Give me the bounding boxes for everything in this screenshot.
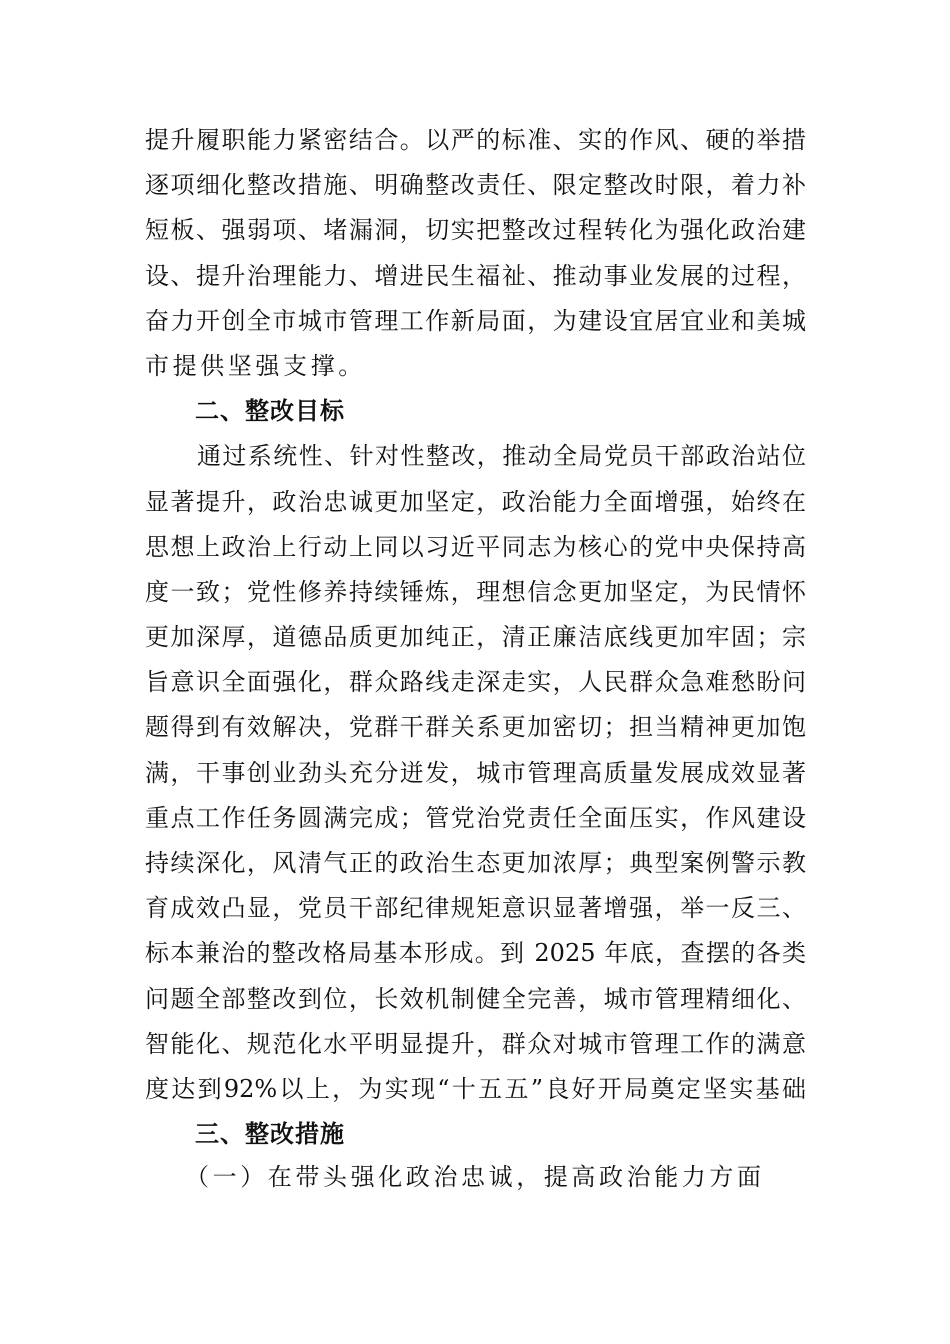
- paragraph-line: 逐项细化整改措施、明确整改责任、限定整改时限，着力补: [145, 171, 806, 200]
- paragraph-line: 市提供坚强支撑。: [145, 351, 366, 380]
- document-page: [145, 118, 806, 1201]
- section-heading-measures: 三、整改措施: [195, 1120, 345, 1149]
- paragraph-line: 度一致；党性修养持续锤炼，理想信念更加坚定，为民情怀: [145, 577, 806, 606]
- paragraph-line: 显著提升，政治忠诚更加坚定，政治能力全面增强，始终在: [145, 487, 806, 516]
- paragraph-line: 题得到有效解决，党群干群关系更加密切；担当精神更加饱: [145, 713, 806, 742]
- subsection-heading: （一）在带头强化政治忠诚，提高政治能力方面: [185, 1163, 765, 1192]
- paragraph-line: 奋力开创全市城市管理工作新局面，为建设宜居宜业和美城: [145, 306, 806, 335]
- paragraph-line: 思想上政治上行动上同以习近平同志为核心的党中央保持高: [145, 532, 806, 561]
- paragraph-line: 更加深厚，道德品质更加纯正，清正廉洁底线更加牢固；宗: [145, 623, 806, 652]
- paragraph-line: 通过系统性、针对性整改，推动全局党员干部政治站位: [197, 442, 806, 471]
- paragraph-line: 度达到92%以上，为实现“十五五”良好开局奠定坚实基础: [145, 1074, 806, 1103]
- paragraph-line: 问题全部整改到位，长效机制健全完善，城市管理精细化、: [145, 984, 806, 1013]
- paragraph-line: 育成效凸显，党员干部纪律规矩意识显著增强，举一反三、: [145, 894, 806, 923]
- paragraph-line: 重点工作任务圆满完成；管党治党责任全面压实，作风建设: [145, 803, 806, 832]
- paragraph-line: 满，干事创业劲头充分迸发，城市管理高质量发展成效显著: [145, 758, 806, 787]
- paragraph-line: 智能化、规范化水平明显提升，群众对城市管理工作的满意: [145, 1029, 806, 1058]
- section-heading-goals: 二、整改目标: [195, 397, 345, 426]
- paragraph-line: 设、提升治理能力、增进民生福祉、推动事业发展的过程，: [145, 261, 806, 290]
- paragraph-line: 标本兼治的整改格局基本形成。到 2025 年底，查摆的各类: [145, 939, 806, 968]
- paragraph-line: 提升履职能力紧密结合。以严的标准、实的作风、硬的举措: [145, 126, 806, 154]
- paragraph-line: 持续深化，风清气正的政治生态更加浓厚；典型案例警示教: [145, 849, 806, 877]
- paragraph-line: 短板、强弱项、堵漏洞，切实把整改过程转化为强化政治建: [145, 216, 806, 245]
- paragraph-line: 旨意识全面强化，群众路线走深走实，人民群众急难愁盼问: [145, 668, 806, 697]
